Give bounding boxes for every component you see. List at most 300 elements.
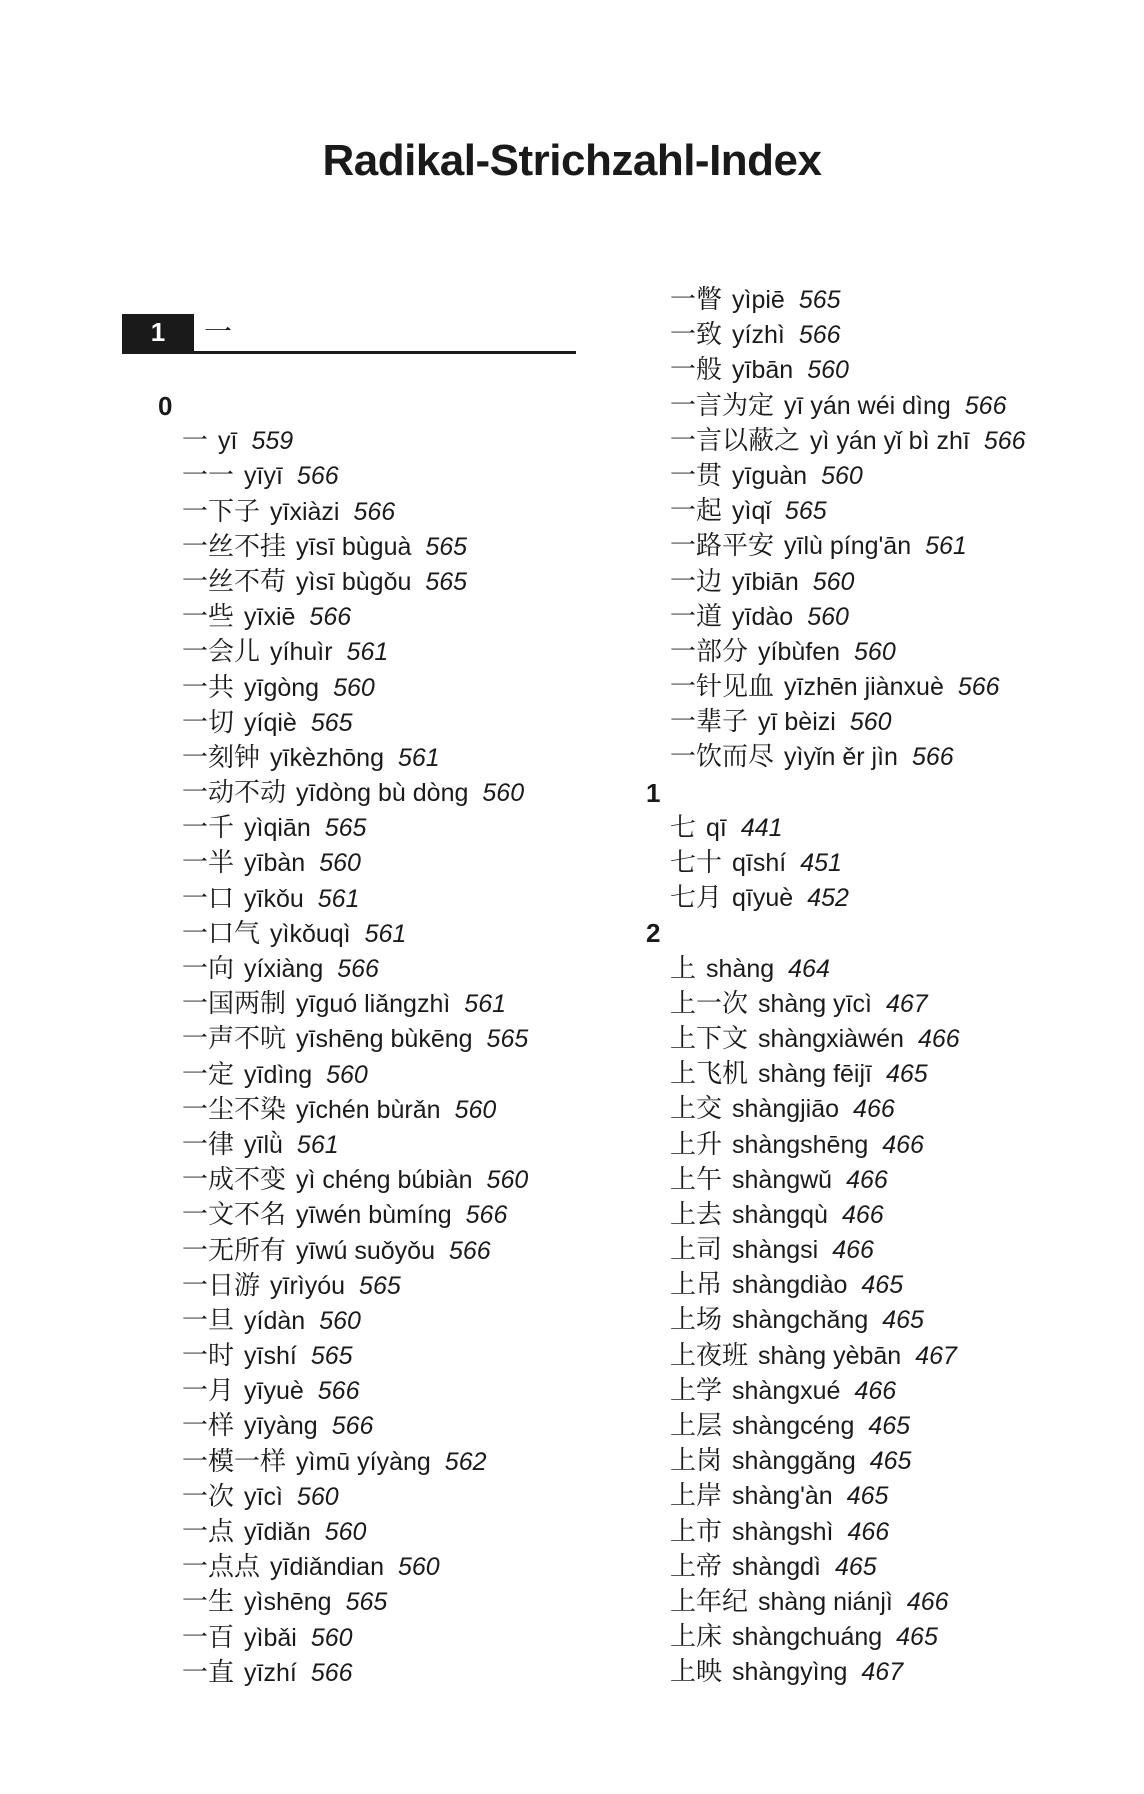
entry-pinyin: shàngjiāo [732, 1095, 840, 1124]
entry-hanzi: 一律 [182, 1129, 235, 1160]
entry-hanzi: 上床 [670, 1622, 723, 1653]
entry-hanzi: 一口 [182, 883, 235, 914]
entry-hanzi: 一 [182, 426, 209, 457]
index-entry [646, 670, 1026, 705]
index-entry [646, 987, 1026, 1022]
entry-hanzi: 一一 [182, 461, 235, 492]
entry-pinyin: shàngxué [732, 1376, 841, 1405]
index-entry [646, 1128, 1026, 1163]
entry-page-number: 560 [454, 1095, 497, 1124]
entry-page-number: 565 [486, 1025, 529, 1054]
entry-pinyin: yīshí [244, 1342, 297, 1371]
entry-hanzi: 一会儿 [182, 637, 261, 668]
index-entry [158, 811, 528, 846]
entry-hanzi: 一饮而尽 [670, 742, 775, 773]
entry-page-number: 566 [964, 391, 1007, 420]
entry-pinyin: shàngqù [732, 1200, 828, 1229]
entry-hanzi: 一点点 [182, 1552, 261, 1583]
entry-page-number: 466 [917, 1024, 960, 1053]
entry-pinyin: shàngxiàwén [758, 1024, 904, 1053]
entry-page-number: 560 [326, 1060, 368, 1089]
entry-hanzi: 一言以蔽之 [670, 425, 801, 456]
entry-pinyin: yīrìyóu [270, 1271, 346, 1300]
index-entry [158, 1374, 528, 1409]
entry-hanzi: 上岸 [670, 1481, 723, 1512]
entry-page-number: 566 [317, 1377, 360, 1406]
index-entry [158, 600, 528, 635]
entry-pinyin: yīyī [244, 462, 283, 491]
entry-hanzi: 一致 [670, 320, 723, 351]
index-entry [646, 1163, 1026, 1198]
entry-hanzi: 一日游 [182, 1270, 261, 1301]
entry-hanzi: 上一次 [670, 988, 749, 1019]
index-entry [646, 1057, 1026, 1092]
entry-pinyin: shàng [706, 954, 775, 983]
entry-pinyin: yīyuè [244, 1377, 304, 1406]
index-entry [158, 1339, 528, 1374]
entry-pinyin: yībān [732, 356, 794, 385]
entry-hanzi: 一起 [670, 496, 723, 527]
entry-hanzi: 一模一样 [182, 1446, 287, 1477]
entry-hanzi: 七 [670, 812, 697, 843]
index-entry [646, 1479, 1026, 1514]
index-entry [646, 846, 1026, 881]
entry-pinyin: shàngwǔ [732, 1165, 833, 1194]
index-entry [158, 741, 528, 776]
entry-pinyin: shàngchuáng [732, 1623, 883, 1652]
entry-page-number: 566 [465, 1201, 508, 1230]
entry-page-number: 560 [319, 849, 361, 878]
entry-pinyin: yìqiān [244, 814, 311, 843]
entry-pinyin: yìyǐn ěr jìn [784, 743, 898, 772]
entry-hanzi: 一声不吭 [182, 1024, 287, 1055]
entry-pinyin: shàng niánjì [758, 1587, 893, 1616]
entry-pinyin: yízhì [732, 321, 785, 350]
entry-page-number: 464 [788, 954, 830, 983]
entry-pinyin: shànggǎng [732, 1447, 856, 1476]
entry-page-number: 560 [319, 1306, 361, 1335]
entry-page-number: 566 [310, 1658, 353, 1687]
entry-pinyin: yíhuìr [270, 638, 333, 667]
index-entry [646, 1198, 1026, 1233]
entry-pinyin: yìbǎi [244, 1623, 297, 1652]
entry-hanzi: 一生 [182, 1587, 235, 1618]
entry-page-number: 466 [882, 1130, 924, 1159]
index-entry [646, 1022, 1026, 1057]
entry-pinyin: yīdìng [244, 1060, 313, 1089]
index-entry [158, 495, 528, 530]
entry-pinyin: yíqiè [244, 708, 297, 737]
index-entry [158, 1480, 528, 1515]
entry-page-number: 466 [841, 1200, 884, 1229]
entry-hanzi: 七十 [670, 848, 723, 878]
entry-page-number: 465 [846, 1482, 889, 1511]
entry-hanzi: 一定 [182, 1059, 235, 1090]
entry-page-number: 565 [310, 1342, 353, 1371]
entry-hanzi: 上下文 [670, 1023, 749, 1054]
entry-pinyin: shàngshēng [732, 1130, 869, 1159]
entry-pinyin: yīzhēn jiànxuè [784, 673, 944, 702]
entry-page-number: 560 [296, 1482, 339, 1511]
index-entry [646, 635, 1026, 670]
entry-hanzi: 一般 [670, 355, 723, 386]
index-entry [158, 565, 528, 600]
entry-pinyin: yì yán yǐ bì zhī [810, 426, 970, 455]
entry-hanzi: 一千 [182, 813, 235, 844]
entry-pinyin: shàngsi [732, 1236, 819, 1265]
entry-hanzi: 上飞机 [670, 1059, 749, 1090]
index-entry [646, 389, 1026, 424]
entry-hanzi: 上 [670, 953, 697, 984]
index-entry [646, 1444, 1026, 1479]
entry-page-number: 560 [398, 1553, 440, 1582]
entry-page-number: 561 [397, 743, 440, 772]
stroke-count-heading: 1 [646, 777, 661, 808]
entry-page-number: 560 [854, 637, 896, 666]
entry-page-number: 560 [821, 461, 863, 490]
entry-pinyin: shàngchǎng [732, 1306, 869, 1335]
entry-hanzi: 上交 [670, 1094, 723, 1125]
entry-page-number: 465 [861, 1271, 904, 1300]
entry-page-number: 565 [310, 708, 353, 737]
entry-page-number: 560 [807, 602, 849, 631]
entry-page-number: 560 [807, 356, 849, 385]
entry-pinyin: yī bèizi [758, 708, 836, 737]
entry-hanzi: 一半 [182, 848, 235, 879]
entry-pinyin: yīdào [732, 602, 794, 631]
entry-page-number: 466 [854, 1376, 897, 1405]
stroke-count-heading: 0 [158, 391, 173, 421]
entry-hanzi: 一旦 [182, 1305, 235, 1336]
entry-hanzi: 上升 [670, 1129, 723, 1160]
entry-pinyin: yīguó liǎngzhì [296, 990, 451, 1019]
index-entry [158, 424, 528, 459]
entry-hanzi: 上场 [670, 1305, 723, 1336]
index-entry [646, 1303, 1026, 1338]
entry-pinyin: yīlǜ [244, 1130, 283, 1159]
entry-page-number: 560 [486, 1166, 529, 1195]
entry-page-number: 465 [896, 1623, 938, 1652]
entry-pinyin: yìsī bùgǒu [296, 567, 412, 596]
entry-page-number: 561 [925, 532, 967, 561]
entry-hanzi: 一针见血 [670, 672, 775, 703]
index-entry [158, 1409, 528, 1444]
entry-page-number: 565 [425, 532, 468, 561]
index-entry [646, 811, 1026, 846]
entry-page-number: 465 [868, 1412, 911, 1440]
radical-header [122, 314, 576, 354]
entry-hanzi: 一口气 [182, 918, 261, 949]
index-entry [158, 1304, 528, 1339]
entry-page-number: 560 [849, 708, 892, 737]
entry-hanzi: 一月 [182, 1376, 235, 1407]
entry-hanzi: 一百 [182, 1622, 235, 1653]
entry-hanzi: 一贯 [670, 460, 723, 491]
entry-pinyin: yīlù píng'ān [784, 532, 912, 561]
entry-page-number: 560 [324, 1518, 367, 1546]
entry-hanzi: 上帝 [670, 1551, 723, 1582]
entry-hanzi: 上夜班 [670, 1340, 749, 1371]
entry-pinyin: shàng yīcì [758, 989, 872, 1018]
entry-page-number: 566 [309, 603, 352, 632]
entry-pinyin: yídàn [244, 1306, 306, 1335]
entry-page-number: 466 [832, 1236, 874, 1265]
entry-hanzi: 上午 [670, 1164, 723, 1195]
entry-page-number: 566 [331, 1412, 374, 1441]
entry-page-number: 441 [740, 813, 783, 842]
index-entry [158, 635, 528, 670]
entry-hanzi: 上去 [670, 1199, 723, 1230]
entry-hanzi: 七月 [670, 883, 723, 914]
entry-pinyin: yīdòng bù dòng [296, 779, 469, 808]
entry-pinyin: yīshēng bùkēng [296, 1025, 473, 1054]
entry-hanzi: 上学 [670, 1375, 723, 1406]
entry-page-number: 560 [482, 779, 525, 808]
index-entry [158, 706, 528, 741]
index-entry [646, 1585, 1026, 1620]
entry-hanzi: 上司 [670, 1235, 723, 1266]
entry-pinyin: yīguàn [732, 461, 808, 490]
index-entry [158, 882, 528, 917]
index-entry [158, 1515, 528, 1550]
page-title: Radikal-Strichzahl-Index [322, 136, 822, 185]
entry-pinyin: yīxiē [244, 603, 296, 632]
entry-page-number: 561 [346, 638, 389, 667]
index-entry [158, 917, 528, 952]
entry-page-number: 566 [337, 955, 379, 983]
entry-page-number: 565 [359, 1271, 401, 1300]
entry-page-number: 466 [906, 1587, 949, 1616]
index-entry [158, 1585, 528, 1620]
index-entry [158, 776, 528, 811]
index-entry [158, 1550, 528, 1585]
index-entry [646, 1339, 1026, 1374]
index-entry [646, 1268, 1026, 1303]
entry-page-number: 559 [251, 427, 294, 456]
entry-page-number: 566 [296, 462, 339, 491]
entry-pinyin: yīsī bùguà [296, 532, 412, 561]
entry-pinyin: shàngcéng [732, 1412, 855, 1440]
entry-pinyin: shàngdì [732, 1552, 821, 1581]
entry-hanzi: 上吊 [670, 1270, 723, 1301]
index-entry [646, 1092, 1026, 1127]
index-entry [158, 1022, 528, 1057]
index-entry [646, 1233, 1026, 1268]
index-entry [646, 459, 1026, 494]
entry-pinyin: yīgòng [244, 673, 320, 702]
entry-pinyin: yìqǐ [732, 497, 771, 526]
entry-pinyin: yìkǒuqì [270, 919, 351, 948]
entry-pinyin: yībàn [244, 849, 306, 878]
entry-page-number: 566 [798, 321, 841, 350]
entry-pinyin: qī [706, 813, 727, 842]
entry-hanzi: 一道 [670, 601, 723, 632]
index-entry [646, 529, 1026, 564]
entry-hanzi: 上层 [670, 1411, 723, 1441]
index-entry [158, 1656, 528, 1691]
index-entry [646, 740, 1026, 775]
entry-page-number: 566 [448, 1236, 491, 1265]
index-entry [158, 1234, 528, 1269]
entry-hanzi: 一部分 [670, 636, 749, 667]
entry-pinyin: qīshí [732, 849, 787, 877]
entry-pinyin: yīwén bùmíng [296, 1201, 452, 1230]
entry-hanzi: 上年纪 [670, 1586, 749, 1617]
entry-hanzi: 一文不名 [182, 1200, 287, 1231]
entry-pinyin: yīkǒu [244, 884, 304, 913]
index-entry [158, 846, 528, 881]
entry-pinyin: yīdiǎndian [270, 1553, 384, 1582]
entry-page-number: 465 [869, 1447, 912, 1476]
entry-page-number: 562 [444, 1447, 487, 1476]
entry-hanzi: 一瞥 [670, 285, 723, 315]
stroke-count-heading: 2 [646, 918, 661, 949]
entry-page-number: 566 [353, 497, 396, 526]
entry-pinyin: yīwú suǒyǒu [296, 1236, 435, 1265]
entry-pinyin: yīcì [244, 1482, 283, 1511]
entry-page-number: 561 [296, 1130, 339, 1159]
index-entry [646, 1550, 1026, 1585]
entry-hanzi: 一边 [670, 566, 723, 597]
index-column-left [158, 389, 528, 1691]
entry-hanzi: 一切 [182, 707, 235, 738]
entry-hanzi: 一辈子 [670, 707, 749, 738]
index-entry [158, 1058, 528, 1093]
entry-pinyin: shàng yèbān [758, 1341, 902, 1370]
index-entry [646, 1374, 1026, 1409]
entry-hanzi: 一时 [182, 1341, 235, 1372]
entry-pinyin: yīdiǎn [244, 1518, 311, 1546]
entry-page-number: 466 [853, 1095, 895, 1124]
entry-hanzi: 一丝不挂 [182, 531, 287, 562]
entry-hanzi: 一下子 [182, 496, 261, 527]
radical-character: 一 [204, 315, 233, 348]
index-entry [158, 987, 528, 1022]
entry-page-number: 566 [957, 673, 1000, 702]
entry-hanzi: 一次 [182, 1481, 235, 1512]
entry-page-number: 565 [324, 814, 367, 843]
entry-pinyin: shàng fēijī [758, 1060, 872, 1089]
index-entry [646, 353, 1026, 388]
entry-page-number: 565 [345, 1588, 388, 1617]
entry-pinyin: yìpiē [732, 286, 785, 314]
entry-page-number: 566 [983, 426, 1026, 455]
entry-page-number: 566 [911, 743, 954, 772]
entry-page-number: 560 [310, 1623, 353, 1652]
entry-page-number: 561 [364, 919, 407, 948]
entry-pinyin: shàngyìng [732, 1658, 848, 1687]
entry-hanzi: 一动不动 [182, 778, 287, 809]
entry-page-number: 560 [812, 567, 855, 596]
index-entry [158, 530, 528, 565]
index-entry [646, 1655, 1026, 1690]
index-column-right [646, 283, 1026, 1691]
index-entry [646, 1620, 1026, 1655]
index-entry [158, 1198, 528, 1233]
entry-pinyin: qīyuè [732, 884, 794, 913]
entry-page-number: 565 [425, 567, 468, 596]
index-entry [158, 1128, 528, 1163]
entry-page-number: 565 [784, 497, 827, 526]
entry-pinyin: shàngdiào [732, 1271, 848, 1300]
radical-number-badge: 1 [122, 314, 194, 351]
entry-page-number: 451 [800, 849, 842, 877]
entry-hanzi: 一样 [182, 1411, 235, 1442]
entry-hanzi: 一丝不苟 [182, 566, 287, 597]
entry-pinyin: yīxiàzi [270, 497, 340, 526]
entry-page-number: 466 [847, 1517, 890, 1546]
index-entry [646, 494, 1026, 529]
entry-pinyin: yīyàng [244, 1412, 318, 1441]
entry-pinyin: yíbùfen [758, 637, 841, 666]
entry-page-number: 465 [834, 1552, 877, 1581]
entry-page-number: 467 [915, 1341, 957, 1370]
index-entry [646, 881, 1026, 916]
entry-pinyin: yīzhí [244, 1658, 297, 1687]
entry-pinyin: yīchén bùrǎn [296, 1095, 441, 1124]
entry-page-number: 465 [882, 1306, 924, 1335]
entry-hanzi: 一言为定 [670, 390, 775, 421]
entry-page-number: 565 [798, 286, 841, 314]
entry-page-number: 465 [885, 1060, 928, 1089]
entry-hanzi: 上市 [670, 1516, 723, 1547]
entry-hanzi: 一路平安 [670, 531, 775, 562]
index-entry [158, 1445, 528, 1480]
entry-page-number: 561 [464, 990, 507, 1019]
index-entry [646, 565, 1026, 600]
entry-pinyin: yī [218, 427, 238, 456]
entry-hanzi: 一些 [182, 602, 235, 633]
entry-hanzi: 一尘不染 [182, 1094, 287, 1125]
entry-pinyin: yì chéng búbiàn [296, 1166, 473, 1195]
index-entry [158, 1621, 528, 1656]
entry-pinyin: yìmū yíyàng [296, 1447, 431, 1476]
index-entry [158, 671, 528, 706]
entry-pinyin: yībiān [732, 567, 799, 596]
entry-hanzi: 一共 [182, 672, 235, 703]
entry-hanzi: 上映 [670, 1657, 723, 1688]
entry-page-number: 452 [807, 884, 849, 913]
index-entry [646, 283, 1026, 318]
index-entry [646, 705, 1026, 740]
entry-hanzi: 一直 [182, 1657, 235, 1688]
entry-page-number: 467 [861, 1658, 904, 1687]
entry-pinyin: shàngshì [732, 1517, 834, 1546]
index-entry [646, 1515, 1026, 1550]
entry-page-number: 560 [333, 673, 375, 702]
index-entry [646, 318, 1026, 353]
index-entry [646, 424, 1026, 459]
entry-hanzi: 一点 [182, 1517, 235, 1547]
entry-hanzi: 上岗 [670, 1446, 723, 1477]
index-entry [158, 1163, 528, 1198]
entry-hanzi: 一国两制 [182, 989, 287, 1020]
entry-page-number: 466 [846, 1165, 888, 1194]
index-entry [158, 952, 528, 987]
entry-page-number: 561 [317, 884, 360, 913]
entry-pinyin: yīkèzhōng [270, 743, 384, 772]
index-entry [646, 952, 1026, 987]
entry-page-number: 467 [885, 989, 928, 1018]
entry-pinyin: shàng'àn [732, 1482, 833, 1511]
entry-pinyin: yī yán wéi dìng [784, 391, 951, 420]
index-entry [158, 1093, 528, 1128]
index-entry [646, 600, 1026, 635]
entry-hanzi: 一刻钟 [182, 742, 261, 773]
index-entry [158, 459, 528, 494]
index-entry [646, 1409, 1026, 1444]
entry-hanzi: 一向 [182, 954, 235, 984]
